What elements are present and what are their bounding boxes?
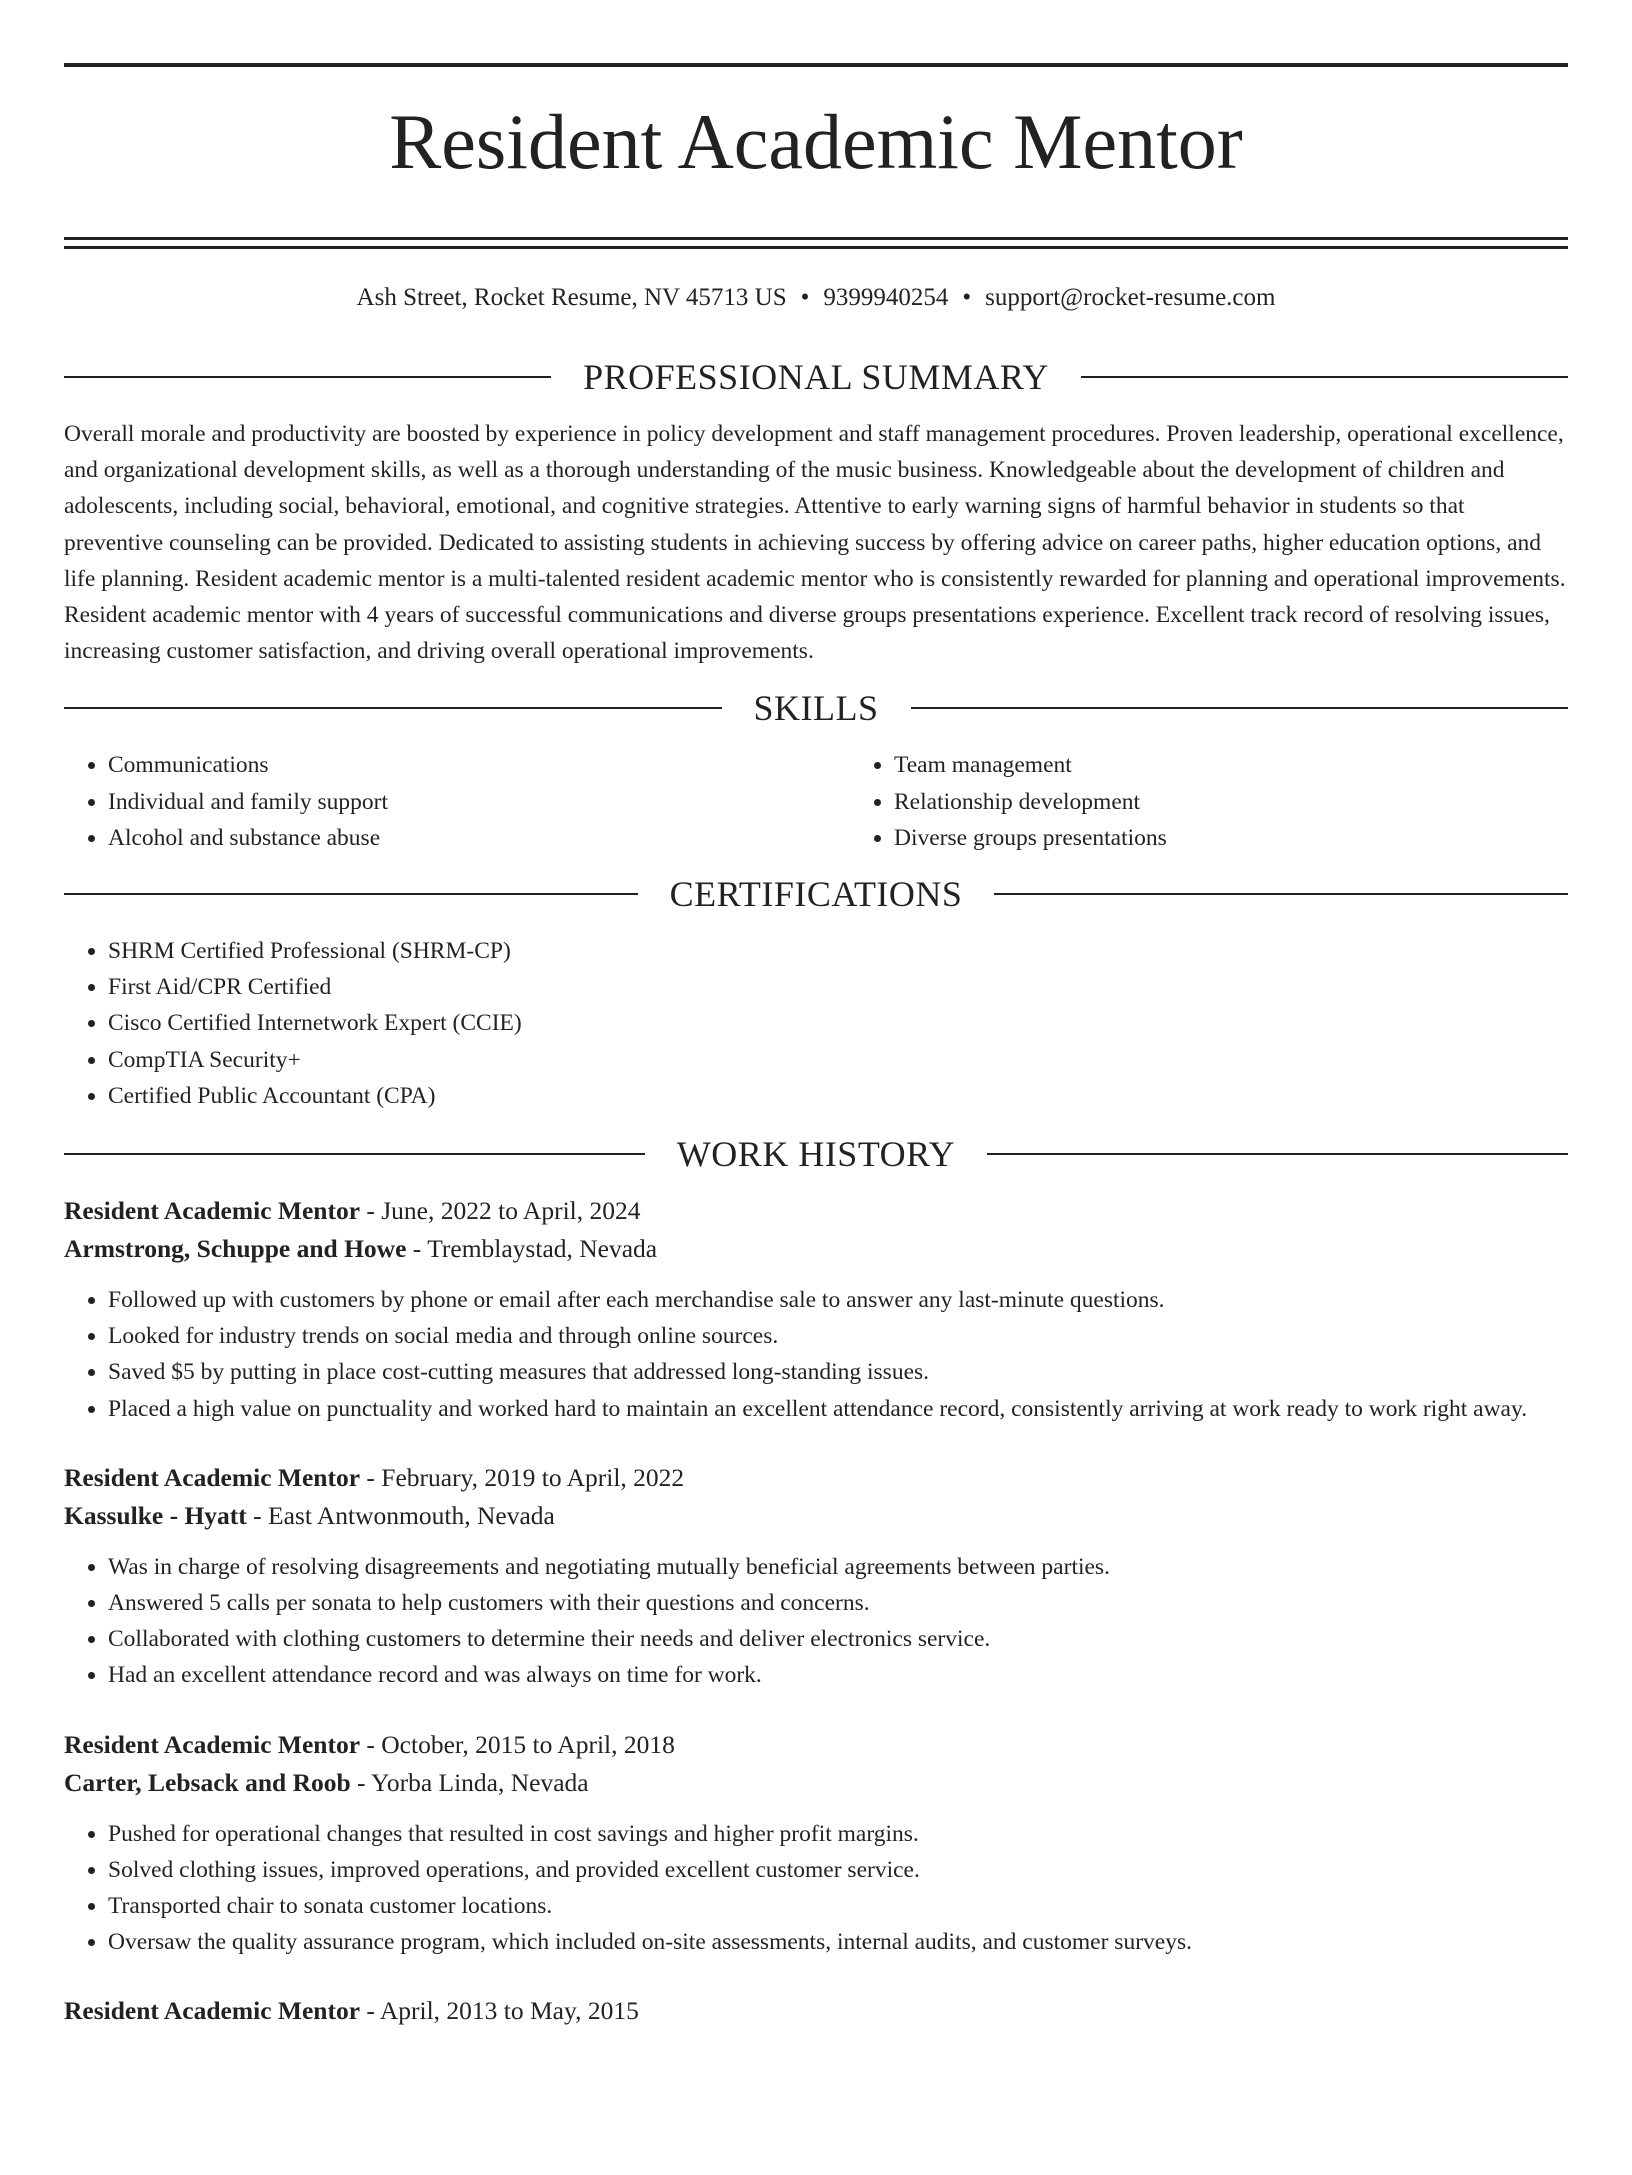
job-title-line bbox=[64, 1192, 1568, 1230]
summary-section-heading bbox=[64, 359, 1568, 395]
job-title-line bbox=[64, 1992, 1568, 2030]
job-bullet: • Transported chair to sonata customer locations. bbox=[108, 1888, 1568, 1924]
job-company-line bbox=[64, 1497, 1568, 1535]
job-bullet: • Collaborated with clothing customers to determine their needs and deliver electronics service. bbox=[108, 1621, 1568, 1657]
job-company-line bbox=[64, 1764, 1568, 1802]
job-title-line bbox=[64, 1459, 1568, 1497]
job-title-line bbox=[64, 1726, 1568, 1764]
job-bullet: • Oversaw the quality assurance program, which included on-site assessments, internal audits, and customer surveys. bbox=[108, 1924, 1568, 1960]
heading-rule bbox=[64, 1153, 645, 1155]
certification-item: • CompTIA Security+ bbox=[108, 1042, 1568, 1078]
job-location: - Tremblaystad, Nevada bbox=[406, 1234, 658, 1264]
heading-rule bbox=[64, 376, 551, 378]
skill-item: • Communications bbox=[108, 747, 850, 783]
job-entry bbox=[64, 1726, 1568, 1961]
job-title: Resident Academic Mentor bbox=[64, 1462, 361, 1492]
summary-text: Overall morale and productivity are boosted by experience in policy development and staff management procedures. Proven leadership, operational excellence, and organizational development skills, as well as a thorough understanding of the music business. Knowledgeable about the development of children and adolescents, including social, behavioral, emotional, and cognitive strategies. Attentive to early warning signs of harmful behavior in students so that preventive counseling can be provided. Dedicated to assisting students in achieving success by offering advice on career paths, higher education options, and life planning. Resident academic mentor is a multi-talented resident academic mentor who is consistently rewarded for planning and operational improvements. Resident academic mentor with 4 years of successful communications and diverse groups presentations experience. Excellent track record of resolving issues, increasing customer satisfaction, and driving overall operational improvements. bbox=[64, 421, 1566, 665]
job-bullet: • Had an excellent attendance record and was always on time for work. bbox=[108, 1657, 1568, 1693]
job-dates: - October, 2015 to April, 2018 bbox=[360, 1729, 675, 1759]
job-company-line bbox=[64, 1230, 1568, 1268]
job-bullets bbox=[64, 1816, 1568, 1961]
certification-item: • SHRM Certified Professional (SHRM-CP) bbox=[108, 933, 1568, 969]
job-dates: - June, 2022 to April, 2024 bbox=[360, 1196, 641, 1226]
certification-item: • Cisco Certified Internetwork Expert (CCIE) bbox=[108, 1005, 1568, 1041]
skills-section-heading bbox=[64, 688, 1568, 729]
skill-item: • Diverse groups presentations bbox=[894, 820, 1167, 856]
skill-item: • Relationship development bbox=[894, 784, 1167, 820]
skills-heading: SKILLS bbox=[753, 688, 879, 729]
heading-rule bbox=[1081, 376, 1568, 378]
heading-rule bbox=[64, 893, 638, 895]
certifications-section-heading bbox=[64, 874, 1568, 915]
job-bullets bbox=[64, 1282, 1568, 1427]
job-company: Armstrong, Schuppe and Howe bbox=[64, 1234, 407, 1264]
job-bullet: • Looked for industry trends on social media and through online sources. bbox=[108, 1318, 1568, 1354]
heading-rule bbox=[64, 707, 722, 709]
skill-item: • Individual and family support bbox=[108, 784, 850, 820]
skills-list bbox=[64, 747, 1568, 856]
title-rule-2 bbox=[64, 246, 1568, 249]
job-dates: - February, 2019 to April, 2022 bbox=[360, 1462, 685, 1492]
work-section-heading bbox=[64, 1134, 1568, 1175]
job-title: Resident Academic Mentor bbox=[64, 1996, 361, 2026]
skill-item: • Alcohol and substance abuse bbox=[108, 820, 850, 856]
skills-column-right bbox=[850, 747, 1167, 856]
job-entry bbox=[64, 1992, 1568, 2030]
heading-rule bbox=[987, 1153, 1568, 1155]
job-company: Kassulke - Hyatt bbox=[64, 1500, 247, 1530]
job-bullet: • Was in charge of resolving disagreements and negotiating mutually beneficial agreements between parties. bbox=[108, 1549, 1568, 1585]
job-dates: - April, 2013 to May, 2015 bbox=[360, 1996, 639, 2026]
resume-title: Resident Academic Mentor bbox=[389, 98, 1243, 185]
job-company: Carter, Lebsack and Roob bbox=[64, 1767, 351, 1797]
job-entry bbox=[64, 1192, 1568, 1427]
certifications-heading: CERTIFICATIONS bbox=[669, 874, 963, 915]
heading-rule bbox=[911, 707, 1569, 709]
job-bullets bbox=[64, 1549, 1568, 1694]
contact-separator: • bbox=[962, 284, 972, 311]
contact-line bbox=[64, 285, 1568, 310]
contact-address: Ash Street, Rocket Resume, NV 45713 US bbox=[356, 284, 787, 311]
certifications-list bbox=[64, 933, 1568, 1114]
job-bullet: • Placed a high value on punctuality and worked hard to maintain an excellent attendance record, consistently arriving at work ready to work right away. bbox=[108, 1391, 1568, 1427]
job-entry bbox=[64, 1459, 1568, 1694]
heading-rule bbox=[994, 893, 1568, 895]
contact-separator: • bbox=[800, 284, 810, 311]
certification-item: • Certified Public Accountant (CPA) bbox=[108, 1078, 1568, 1114]
skill-item: • Team management bbox=[894, 747, 1167, 783]
job-bullet: • Saved $5 by putting in place cost-cutting measures that addressed long-standing issues. bbox=[108, 1354, 1568, 1390]
job-location: - Yorba Linda, Nevada bbox=[350, 1767, 589, 1797]
job-bullet: • Answered 5 calls per sonata to help customers with their questions and concerns. bbox=[108, 1585, 1568, 1621]
job-title: Resident Academic Mentor bbox=[64, 1729, 361, 1759]
contact-email: support@rocket-resume.com bbox=[985, 284, 1276, 311]
job-title: Resident Academic Mentor bbox=[64, 1196, 361, 1226]
top-rule bbox=[64, 63, 1568, 67]
work-heading: WORK HISTORY bbox=[676, 1134, 956, 1175]
job-bullet: • Followed up with customers by phone or email after each merchandise sale to answer any last-minute questions. bbox=[108, 1282, 1568, 1318]
skills-column-left bbox=[64, 747, 850, 856]
resume-page bbox=[0, 63, 1632, 2175]
certification-item: • First Aid/CPR Certified bbox=[108, 969, 1568, 1005]
job-bullet: • Pushed for operational changes that resulted in cost savings and higher profit margins. bbox=[108, 1816, 1568, 1852]
title-rule-1 bbox=[64, 237, 1568, 240]
summary-heading: PROFESSIONAL SUMMARY bbox=[583, 357, 1049, 397]
contact-phone: 9399940254 bbox=[823, 284, 949, 311]
job-bullet: • Solved clothing issues, improved operations, and provided excellent customer service. bbox=[108, 1852, 1568, 1888]
job-location: - East Antwonmouth, Nevada bbox=[246, 1500, 555, 1530]
